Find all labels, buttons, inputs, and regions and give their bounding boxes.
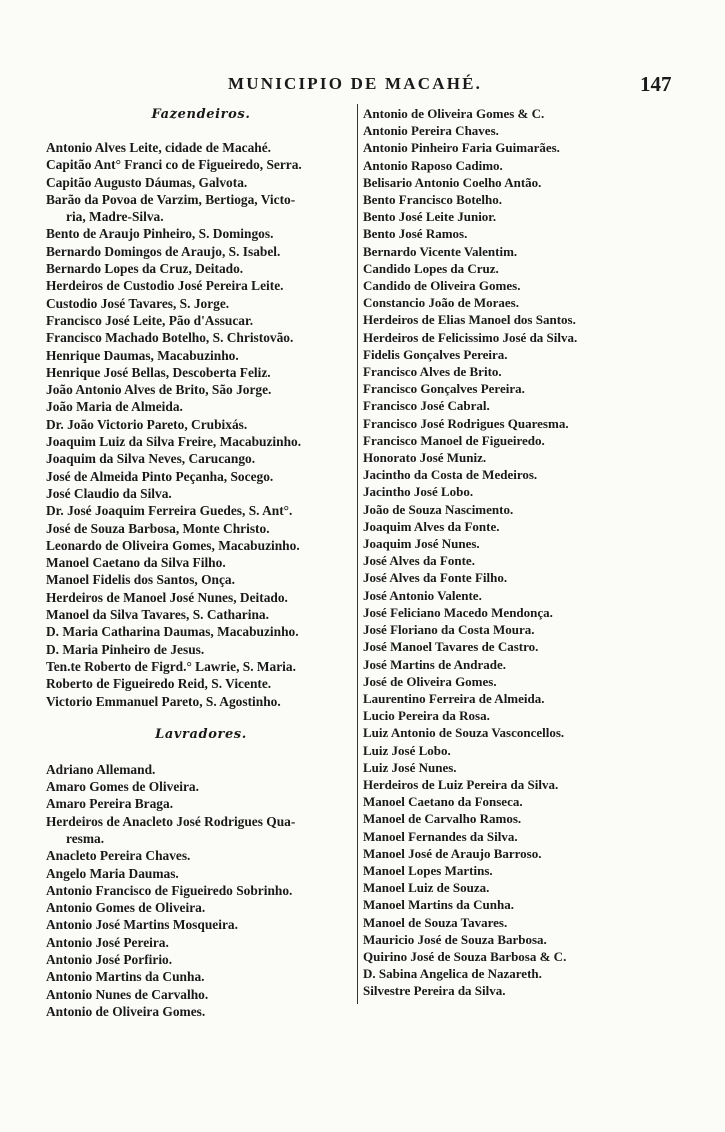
list-item: resma. <box>66 830 105 846</box>
list-item: Amaro Gomes de Oliveira. <box>46 779 199 795</box>
list-item: Bento José Ramos. <box>363 226 468 242</box>
list-item: Henrique Daumas, Macabuzinho. <box>46 347 239 363</box>
list-item: Manoel da Silva Tavares, S. Catharina. <box>46 607 269 623</box>
list-item: Antonio Gomes de Oliveira. <box>46 900 206 916</box>
list-item: Antonio Francisco de Figueiredo Sobrinho. <box>46 882 293 898</box>
list-item: Manoel de Souza Tavares. <box>363 914 508 930</box>
list-item: Capitão Ant° Franci co de Figueiredo, Serra. <box>46 157 302 173</box>
list-item: Leonardo de Oliveira Gomes, Macabuzinho. <box>46 537 300 553</box>
list-item: Antonio Nunes de Carvalho. <box>46 986 209 1002</box>
list-item: Manoel de Carvalho Ramos. <box>363 811 522 827</box>
list-item: José de Almeida Pinto Peçanha, Socego. <box>46 468 274 484</box>
fazendeiros-list <box>46 139 356 710</box>
column-divider <box>357 104 358 1004</box>
list-item: Honorato José Muniz. <box>363 450 487 466</box>
list-item: José Manoel Tavares de Castro. <box>363 639 539 655</box>
lavradores-list-left <box>46 761 356 1020</box>
list-item: José Alves da Fonte Filho. <box>363 570 508 586</box>
list-item: Luiz José Lobo. <box>363 742 451 758</box>
list-item: Bernardo Lopes da Cruz, Deitado. <box>46 261 244 277</box>
list-item: Antonio de Oliveira Gomes. <box>46 1003 206 1019</box>
list-item: Victorio Emmanuel Pareto, S. Agostinho. <box>46 693 281 709</box>
lavradores-heading: Lavradores. <box>155 726 247 742</box>
list-item: Herdeiros de Manoel José Nunes, Deitado. <box>46 589 288 605</box>
list-item: José Claudio da Silva. <box>46 485 172 501</box>
list-item: Dr. José Joaquim Ferreira Guedes, S. Ant°. <box>46 503 293 519</box>
list-item: Francisco Manoel de Figueiredo. <box>363 432 545 448</box>
list-item: Manoel Fidelis dos Santos, Onça. <box>46 572 235 588</box>
list-item: Bento José Leite Junior. <box>363 209 497 225</box>
list-item: Silvestre Pereira da Silva. <box>363 983 506 999</box>
list-item: Manoel Martins da Cunha. <box>363 897 514 913</box>
list-item: Manoel Caetano da Fonseca. <box>363 794 523 810</box>
list-item: D. Sabina Angelica de Nazareth. <box>363 966 542 982</box>
list-item: Candido Lopes da Cruz. <box>363 260 499 276</box>
list-item: Antonio José Porfirio. <box>46 952 173 968</box>
list-item: Joaquim Alves da Fonte. <box>363 518 500 534</box>
list-item: Belisario Antonio Coelho Antão. <box>363 174 542 190</box>
list-item: D. Maria Pinheiro de Jesus. <box>46 641 205 657</box>
list-item: José Alves da Fonte. <box>363 553 475 569</box>
list-item: Manoel Caetano da Silva Filho. <box>46 555 226 571</box>
list-item: Joaquim José Nunes. <box>363 536 480 552</box>
list-item: Jacintho da Costa de Medeiros. <box>363 467 538 483</box>
list-item: Laurentino Ferreira de Almeida. <box>363 690 545 706</box>
list-item: Antonio de Oliveira Gomes & C. <box>363 106 545 121</box>
right-column <box>363 105 663 1000</box>
list-item: Antonio José Martins Mosqueira. <box>46 917 238 933</box>
list-item: Bernardo Domingos de Araujo, S. Isabel. <box>46 243 281 259</box>
list-item: Antonio Pinheiro Faria Guimarães. <box>363 140 560 156</box>
list-item: José de Souza Barbosa, Monte Christo. <box>46 520 270 536</box>
list-item: Herdeiros de Elias Manoel dos Santos. <box>363 312 576 328</box>
list-item: Capitão Augusto Dáumas, Galvota. <box>46 174 248 190</box>
list-item: José de Oliveira Gomes. <box>363 673 497 689</box>
list-item: Francisco José Rodrigues Quaresma. <box>363 415 569 431</box>
list-item: Antonio Raposo Cadimo. <box>363 157 503 173</box>
page-number: 147 <box>640 72 672 96</box>
list-item: Candido de Oliveira Gomes. <box>363 278 521 294</box>
list-item: Herdeiros de Felicissimo José da Silva. <box>363 329 578 345</box>
list-item: Angelo Maria Daumas. <box>46 865 179 881</box>
list-item: José Floriano da Costa Moura. <box>363 622 535 638</box>
lavradores-list-right <box>363 105 663 1000</box>
list-item: José Martins de Andrade. <box>363 656 506 672</box>
list-item: Quirino José de Souza Barbosa & C. <box>363 948 567 964</box>
list-item: Bento de Araujo Pinheiro, S. Domingos. <box>46 226 274 242</box>
list-item: Antonio Alves Leite, cidade de Macahé. <box>46 140 272 155</box>
list-item: Herdeiros de Luiz Pereira da Silva. <box>363 776 559 792</box>
list-item: Barão da Povoa de Varzim, Bertioga, Victo- <box>46 191 296 207</box>
list-item: Constancio João de Moraes. <box>363 295 519 311</box>
list-item: D. Maria Catharina Daumas, Macabuzinho. <box>46 624 299 640</box>
list-item: Luiz Antonio de Souza Vasconcellos. <box>363 725 565 741</box>
list-item: Roberto de Figueiredo Reid, S. Vicente. <box>46 676 272 692</box>
list-item: Fidelis Gonçalves Pereira. <box>363 346 508 362</box>
list-item: Manoel Fernandes da Silva. <box>363 828 518 844</box>
list-item: Francisco José Leite, Pão d'Assucar. <box>46 312 254 328</box>
list-item: ria, Madre-Silva. <box>66 209 164 225</box>
list-item: Francisco Alves de Brito. <box>363 364 502 380</box>
list-item: Antonio José Pereira. <box>46 934 169 950</box>
list-item: Lucio Pereira da Rosa. <box>363 708 490 724</box>
list-item: Manoel Lopes Martins. <box>363 862 493 878</box>
page-title: MUNICIPIO DE MACAHÉ. <box>228 74 483 93</box>
list-item: Herdeiros de Custodio José Pereira Leite. <box>46 278 284 294</box>
list-item: José Antonio Valente. <box>363 587 482 603</box>
list-item: Joaquim da Silva Neves, Carucango. <box>46 451 256 467</box>
list-item: Adriano Allemand. <box>46 761 156 777</box>
list-item: Francisco José Cabral. <box>363 398 490 414</box>
list-item: Ten.te Roberto de Figrd.° Lawrie, S. Maria. <box>46 658 296 674</box>
list-item: João Maria de Almeida. <box>46 399 183 415</box>
list-item: Manoel Luiz de Souza. <box>363 880 490 896</box>
list-item: Custodio José Tavares, S. Jorge. <box>46 295 230 311</box>
list-item: Joaquim Luiz da Silva Freire, Macabuzinho. <box>46 434 302 450</box>
fazendeiros-heading: Fazendeiros. <box>151 107 251 122</box>
list-item: Henrique José Bellas, Descoberta Feliz. <box>46 364 271 380</box>
page-header <box>0 72 725 98</box>
list-item: Bernardo Vicente Valentim. <box>363 243 518 259</box>
list-item: Antonio Martins da Cunha. <box>46 969 205 985</box>
list-item: Dr. João Victorio Pareto, Crubixás. <box>46 416 248 432</box>
list-item: João Antonio Alves de Brito, São Jorge. <box>46 382 272 398</box>
list-item: Herdeiros de Anacleto José Rodrigues Qua- <box>46 813 296 829</box>
list-item: Amaro Pereira Braga. <box>46 796 174 812</box>
list-item: Jacintho José Lobo. <box>363 484 474 500</box>
list-item: Luiz José Nunes. <box>363 759 457 775</box>
list-item: Manoel José de Araujo Barroso. <box>363 845 542 861</box>
list-item: Francisco Gonçalves Pereira. <box>363 381 525 397</box>
left-column <box>46 105 356 1020</box>
list-item: João de Souza Nascimento. <box>363 501 514 517</box>
list-item: Francisco Machado Botelho, S. Christovão. <box>46 330 294 346</box>
list-item: Bento Francisco Botelho. <box>363 192 503 208</box>
list-item: Mauricio José de Souza Barbosa. <box>363 931 547 947</box>
list-item: Anacleto Pereira Chaves. <box>46 848 191 864</box>
list-item: Antonio Pereira Chaves. <box>363 123 499 139</box>
list-item: José Feliciano Macedo Mendonça. <box>363 604 553 620</box>
